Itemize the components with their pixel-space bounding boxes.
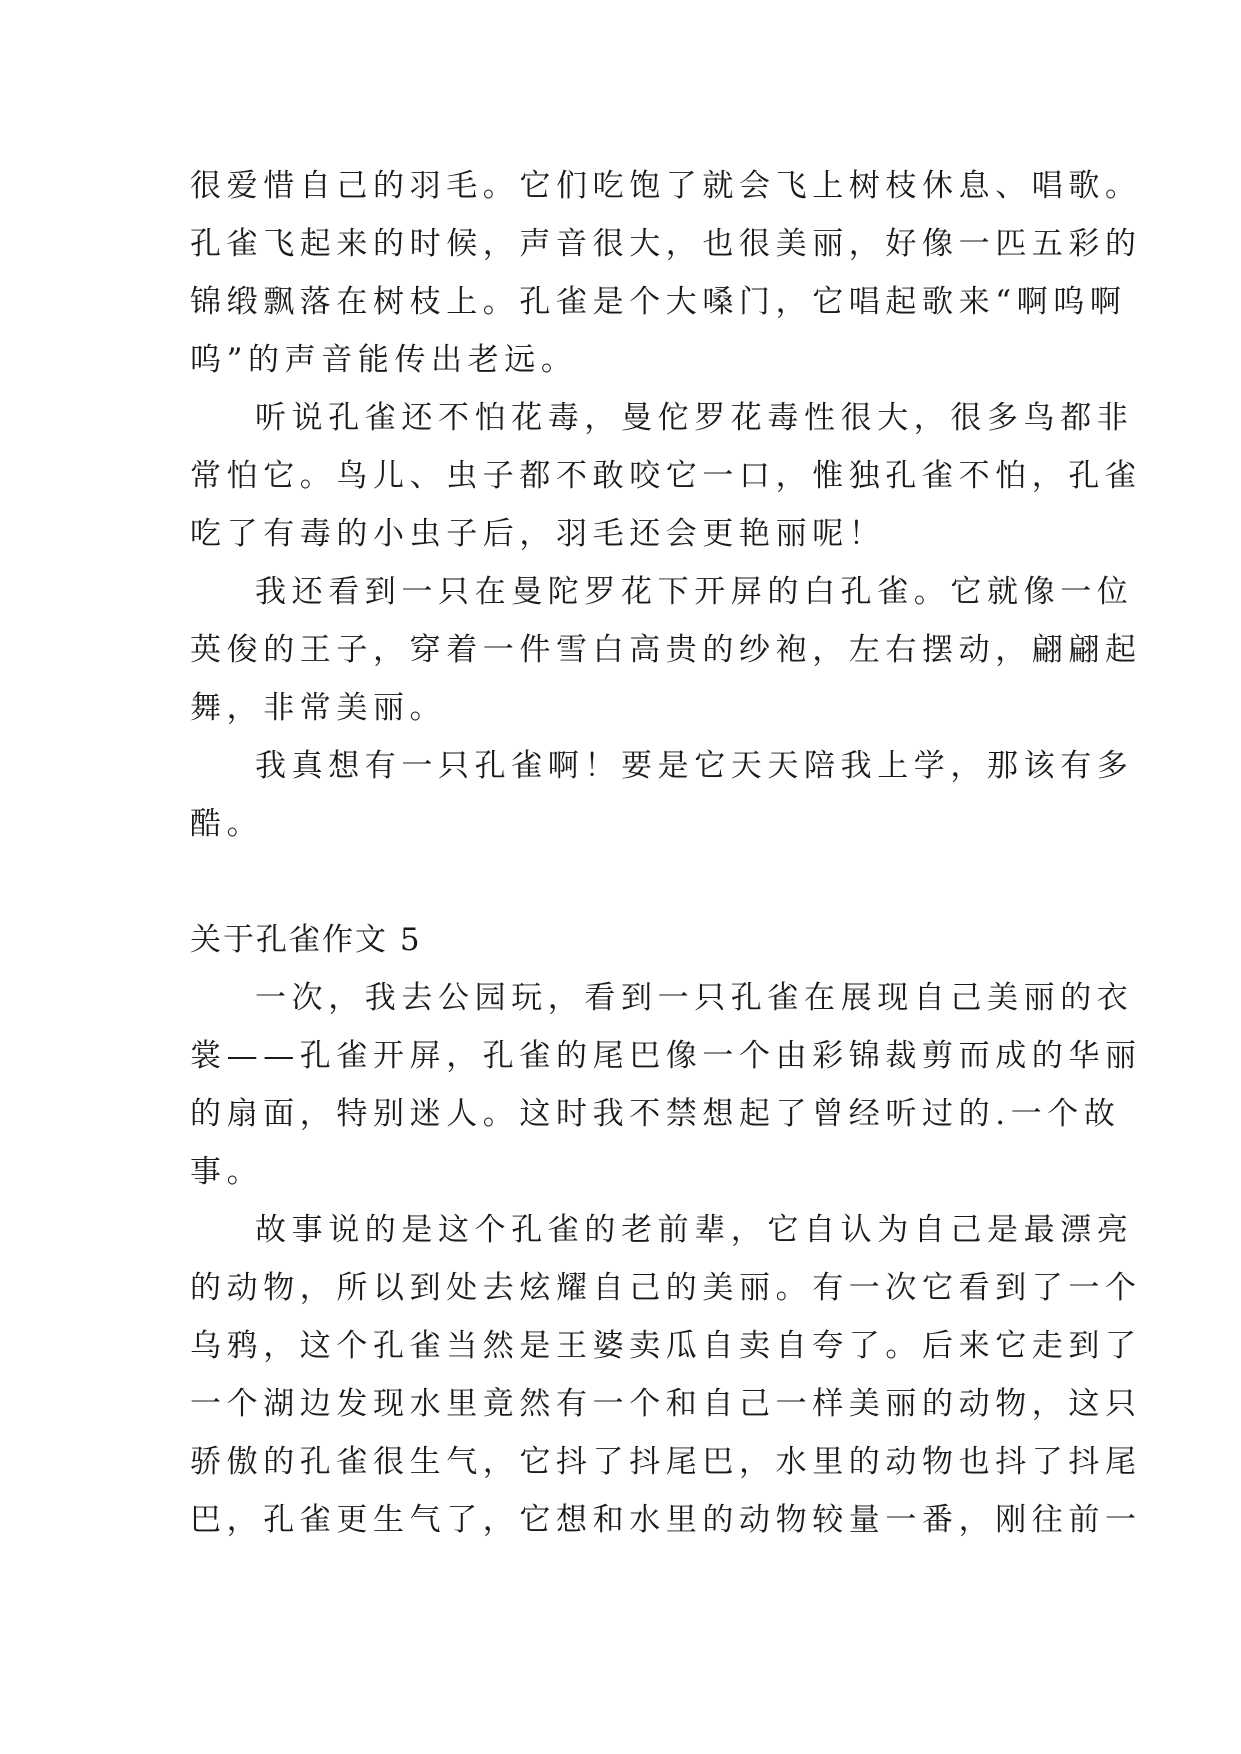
paragraph-first-line: 我还看到一只在曼陀罗花下开屏的白孔雀。它就像一位 <box>255 574 1134 610</box>
text-line: 事。 <box>190 1154 264 1190</box>
text-line: 骄傲的孔雀很生气，它抖了抖尾巴，水里的动物也抖了抖尾 <box>190 1444 1142 1480</box>
text-line: 很爱惜自己的羽毛。它们吃饱了就会飞上树枝休息、唱歌。 <box>190 168 1142 204</box>
paragraph-first-line: 我真想有一只孔雀啊！要是它天天陪我上学，那该有多 <box>255 748 1134 784</box>
text-line: 的动物，所以到处去炫耀自己的美丽。有一次它看到了一个 <box>190 1270 1142 1306</box>
paragraph-first-line: 听说孔雀还不怕花毒，曼佗罗花毒性很大，很多鸟都非 <box>255 400 1134 436</box>
paragraph-first-line: 一次，我去公园玩，看到一只孔雀在展现自己美丽的衣 <box>255 980 1134 1016</box>
text-line: 酷。 <box>190 806 264 842</box>
text-line: 锦缎飘落在树枝上。孔雀是个大嗓门，它唱起歌来“啊呜啊 <box>190 284 1127 320</box>
text-line: 吃了有毒的小虫子后，羽毛还会更艳丽呢！ <box>190 516 886 552</box>
text-line: 孔雀飞起来的时候，声音很大，也很美丽，好像一匹五彩的 <box>190 226 1142 262</box>
text-line: 裳——孔雀开屏，孔雀的尾巴像一个由彩锦裁剪而成的华丽 <box>190 1038 1142 1074</box>
text-line: 的扇面，特别迷人。这时我不禁想起了曾经听过的.一个故 <box>190 1096 1121 1132</box>
section-heading: 关于孔雀作文 5 <box>190 922 422 958</box>
text-line: 呜”的声音能传出老远。 <box>190 342 578 378</box>
text-line: 常怕它。鸟儿、虫子都不敢咬它一口，惟独孔雀不怕，孔雀 <box>190 458 1142 494</box>
text-line: 巴，孔雀更生气了，它想和水里的动物较量一番，刚往前一 <box>190 1502 1142 1538</box>
text-line: 乌鸦，这个孔雀当然是王婆卖瓜自卖自夸了。后来它走到了 <box>190 1328 1142 1364</box>
text-line: 舞，非常美丽。 <box>190 690 447 726</box>
text-line: 一个湖边发现水里竟然有一个和自己一样美丽的动物，这只 <box>190 1386 1142 1422</box>
paragraph-first-line: 故事说的是这个孔雀的老前辈，它自认为自己是最漂亮 <box>255 1212 1134 1248</box>
text-line: 英俊的王子，穿着一件雪白高贵的纱袍，左右摆动，翩翩起 <box>190 632 1142 668</box>
